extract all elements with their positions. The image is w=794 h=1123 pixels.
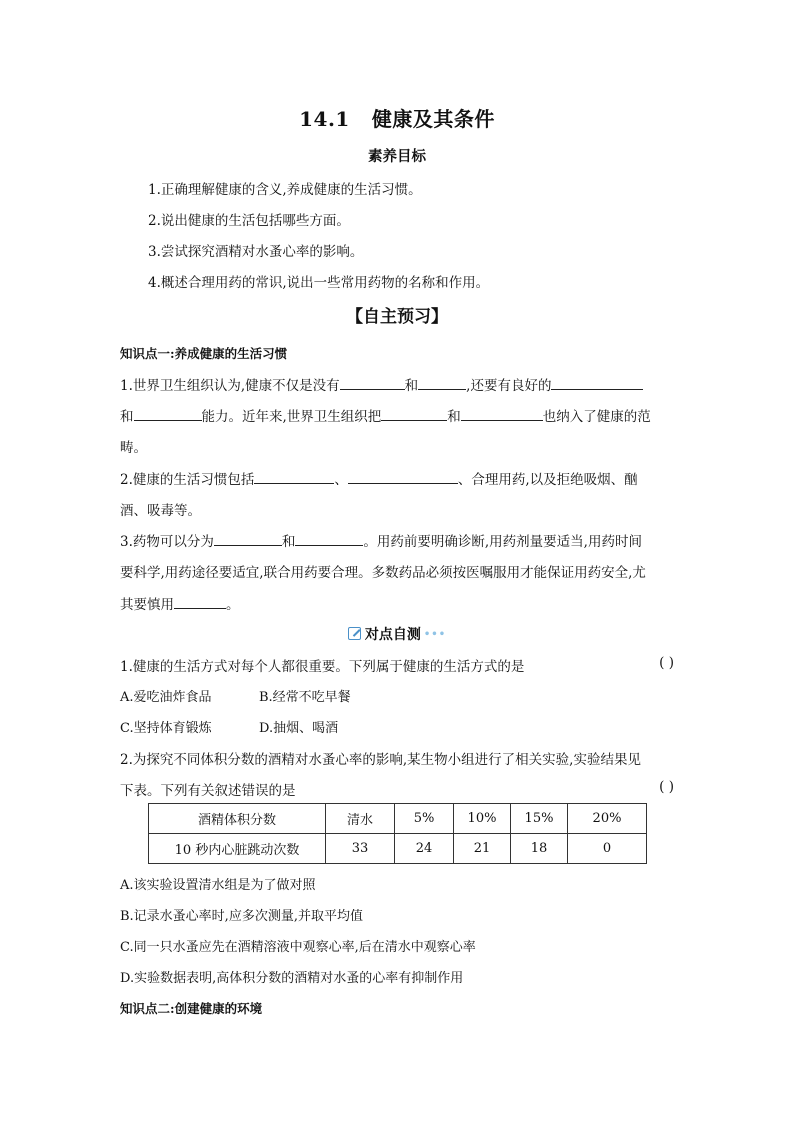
table-cell: 24 — [395, 834, 454, 864]
knowledge-point-1-title: 知识点一:养成健康的生活习惯 — [120, 346, 288, 361]
self-test-heading — [0, 624, 794, 644]
fill-q2-line1 — [120, 468, 676, 488]
answer-blank[interactable] — [214, 531, 282, 546]
answer-blank[interactable] — [254, 469, 334, 484]
fill-q3-line2: 要科学,用药途径要适宜,联合用药要合理。多数药品必须按医嘱服用才能保证用药安全,尤 — [120, 565, 646, 581]
q1-text: 和 — [404, 378, 419, 394]
table-header-cell: 20% — [568, 804, 647, 834]
table-cell: 18 — [511, 834, 568, 864]
q3-text: 和 — [281, 534, 296, 550]
mc1-stem: 1.健康的生活方式对每个人都很重要。下列属于健康的生活方式的是 — [120, 659, 525, 675]
fill-q3-line3 — [120, 593, 676, 613]
self-test-title: 对点自测 — [364, 627, 421, 643]
q1-text: 和 — [447, 409, 461, 425]
q3-text: 3.药物可以分为 — [120, 534, 214, 550]
mc1-option-d[interactable]: D.抽烟、喝酒 — [259, 721, 339, 736]
q1-text: 1.世界卫生组织认为,健康不仅是没有 — [120, 378, 340, 394]
table-cell: 0 — [568, 834, 647, 864]
answer-parentheses[interactable]: ( ) — [659, 779, 674, 795]
goal-item: 1.正确理解健康的含义,养成健康的生活习惯。 — [148, 182, 422, 198]
page-title — [0, 103, 794, 132]
q2-text: 、 — [334, 472, 348, 488]
answer-parentheses[interactable]: ( ) — [659, 655, 674, 671]
results-table — [148, 803, 647, 864]
q1-text: 也纳入了健康的范 — [542, 409, 651, 425]
answer-blank[interactable] — [381, 406, 447, 421]
section-heading: 【自主预习】 — [346, 307, 448, 327]
table-row — [149, 834, 647, 864]
mc2-option-c[interactable]: C.同一只水蚤应先在酒精溶液中观察心率,后在清水中观察心率 — [120, 940, 476, 955]
table-header-cell: 15% — [511, 804, 568, 834]
q1-text: 和 — [120, 409, 134, 425]
goals-heading: 素养目标 — [368, 148, 426, 165]
answer-blank[interactable] — [295, 531, 363, 546]
mc2-option-a[interactable]: A.该实验设置清水组是为了做对照 — [120, 878, 316, 893]
fill-q1-line1 — [120, 374, 676, 394]
table-cell: 33 — [326, 834, 395, 864]
fill-q1-line3: 畴。 — [120, 440, 147, 456]
mc2-option-b[interactable]: B.记录水蚤心率时,应多次测量,并取平均值 — [120, 909, 363, 924]
q3-text: 其要慎用 — [120, 597, 174, 613]
lesson-title: 健康及其条件 — [371, 107, 495, 131]
pencil-icon — [348, 627, 361, 640]
answer-blank[interactable] — [418, 375, 466, 390]
goal-item: 3.尝试探究酒精对水蚤心率的影响。 — [148, 244, 364, 260]
answer-blank[interactable] — [174, 594, 226, 609]
answer-blank[interactable] — [348, 469, 458, 484]
q3-text: 。用药前要明确诊断,用药剂量要适当,用药时间 — [363, 534, 642, 550]
mc2-option-d[interactable]: D.实验数据表明,高体积分数的酒精对水蚤的心率有抑制作用 — [120, 971, 464, 986]
mc1-option-a[interactable]: A.爱吃油炸食品 — [120, 690, 212, 705]
answer-blank[interactable] — [551, 375, 643, 390]
answer-blank[interactable] — [340, 375, 405, 390]
goal-item: 2.说出健康的生活包括哪些方面。 — [148, 213, 350, 229]
answer-blank[interactable] — [134, 406, 202, 421]
q2-text: 2.健康的生活习惯包括 — [120, 472, 255, 488]
table-header-cell: 酒精体积分数 — [149, 804, 326, 834]
mc1-option-c[interactable]: C.坚持体育锻炼 — [120, 721, 212, 736]
answer-blank[interactable] — [461, 406, 543, 421]
table-cell: 10 秒内心脏跳动次数 — [149, 834, 326, 864]
q2-text: 、合理用药,以及拒绝吸烟、酗 — [457, 472, 638, 488]
table-row — [149, 804, 647, 834]
fill-q1-line2 — [120, 405, 676, 425]
table-header-cell: 5% — [395, 804, 454, 834]
q1-text: 能力。近年来,世界卫生组织把 — [201, 409, 382, 425]
q3-text: 。 — [226, 597, 240, 613]
dots-icon: ••• — [423, 629, 447, 640]
table-header-cell: 10% — [454, 804, 511, 834]
fill-q3-line1 — [120, 530, 676, 550]
mc2-stem-line1: 2.为探究不同体积分数的酒精对水蚤心率的影响,某生物小组进行了相关实验,实验结果见 — [120, 752, 641, 768]
mc1-option-b[interactable]: B.经常不吃早餐 — [259, 690, 351, 705]
table-cell: 21 — [454, 834, 511, 864]
fill-q2-line2: 酒、吸毒等。 — [120, 503, 201, 519]
q1-text: ,还要有良好的 — [466, 378, 552, 394]
mc2-stem-line2: 下表。下列有关叙述错误的是 — [120, 783, 296, 799]
table-header-cell: 清水 — [326, 804, 395, 834]
lesson-number: 14.1 — [299, 107, 350, 131]
knowledge-point-2-title: 知识点二:创建健康的环境 — [120, 1001, 263, 1016]
goal-item: 4.概述合理用药的常识,说出一些常用药物的名称和作用。 — [148, 275, 490, 291]
